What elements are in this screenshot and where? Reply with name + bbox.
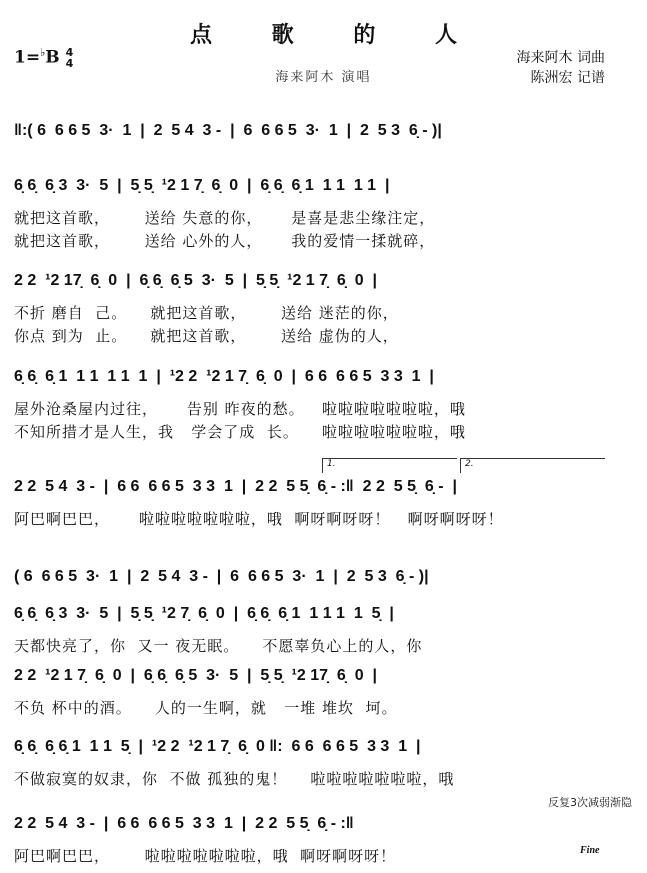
credits — [517, 48, 605, 88]
lyric-verse-1: 不负 杯中的酒。 人的一生啊，就 一堆 堆坎 坷。 — [14, 699, 398, 717]
lyric-verse-1: 屋外沧桑屋内过往， 告别 昨夜的愁。 啦啦啦啦啦啦啦，哦 — [14, 400, 466, 418]
fine-marking: Fine — [580, 845, 600, 856]
key-label: 1= — [14, 47, 41, 68]
song-title: 点 歌 的 人 — [190, 22, 483, 48]
notes: 6̣ 6̣ 6̣ 3 3· 5 | 5̣ 5̣ ¹2 7̣ 6̣ 0 | 6̣ 6̣ 6̣ 1 1 1 1 1 5̣ | — [14, 605, 394, 622]
notes: ‖:( 6 6 6 5 3· 1 | 2 5 4 3 - | 6 6 6 5 3· 1 | 2 5 3 6̣ - )| — [14, 122, 442, 139]
lyric-verse-1: 不折 磨自 己。 就把这首歌， 送给 迷茫的你， — [14, 304, 399, 322]
lyric-verse-1: 不做寂寞的奴隶，你 不做 孤独的鬼！ 啦啦啦啦啦啦啦，哦 — [14, 770, 455, 788]
lyric-verse-2: 不知所措才是人生，我 学会了成 长。 啦啦啦啦啦啦啦，哦 — [14, 423, 466, 441]
notes: 2 2 ¹2 17̣ 6̣ 0 | 6̣ 6̣ 6̣ 5 3· 5 | 5̣ 5̣ ¹2 1 7̣ 6̣ 0 | — [14, 272, 377, 289]
transcriber: 陈洲宏 记谱 — [530, 70, 605, 86]
lyric-verse-2: 就把这首歌， 送给 心外的人， 我的爱情一揉就碎， — [14, 232, 436, 250]
notes: ( 6 6 6 5 3· 1 | 2 5 4 3 - | 6 6 6 5 3· 1 | 2 5 3 6̣ - )| — [14, 568, 429, 585]
notes: 2 2 ¹2 1 7̣ 6̣ 0 | 6̣ 6̣ 6̣ 5 3· 5 | 5̣ 5̣ ¹2 17̣ 6̣ 0 | — [14, 667, 377, 684]
notes: 6̣ 6̣ 6̣ 3 3· 5 | 5̣ 5̣ ¹2 1 7̣ 6̣ 0 | 6̣ 6̣ 6̣ 1 1 1 1 1 | — [14, 177, 390, 194]
singer-credit: 海来阿木 演唱 — [275, 70, 372, 85]
volta-2: 2. — [460, 458, 605, 473]
notes: 2 2 5 4 3 - | 6 6 6 6 5 3 3 1 | 2 2 5 5̣ 6̣ - :‖ — [14, 815, 354, 832]
time-sig-top: 4 — [65, 46, 74, 60]
notes: 2 2 5 4 3 - | 6 6 6 6 5 3 3 1 | 2 2 5 5̣ 6̣ - :‖ 2 2 5 5̣ 6̣ - | — [14, 478, 457, 495]
volta-1: 1. — [322, 458, 457, 473]
repeat-instruction: 反复3次减弱渐隐 — [548, 796, 632, 809]
key-note: B — [45, 47, 60, 68]
notes: 6̣ 6̣ 6̣ 1 1 1 1 1 1 | ¹2 2 ¹2 1 7̣ 6̣ 0 | 6 6 6 6 5 3 3 1 | — [14, 368, 434, 385]
flat-sign: ♭ — [40, 46, 46, 59]
lyric-verse-1: 阿巴啊巴巴， 啦啦啦啦啦啦啦，哦 啊呀啊呀呀！ — [14, 847, 397, 865]
lyric-verse-2: 你点 到为 止。 就把这首歌， 送给 虚伪的人， — [14, 327, 399, 345]
lyric-verse-1: 阿巴啊巴巴， 啦啦啦啦啦啦啦，哦 啊呀啊呀呀！ 啊呀啊呀呀！ — [14, 510, 504, 528]
lyric-verse-1: 天都快亮了，你 又一 夜无眠。 不愿辜负心上的人，你 — [14, 637, 423, 655]
notes: 6̣ 6̣ 6̣ 6̣ 1 1 1 5̣ | ¹2 2 ¹2 1 7̣ 6̣ 0 ‖: 6 6 6 6 5 3 3 1 | — [14, 738, 421, 755]
lyric-verse-1: 就把这首歌， 送给 失意的你， 是喜是悲尘缘注定， — [14, 209, 436, 227]
lyricist-composer: 海来阿木 词曲 — [516, 50, 605, 66]
time-sig-bottom: 4 — [65, 57, 74, 71]
